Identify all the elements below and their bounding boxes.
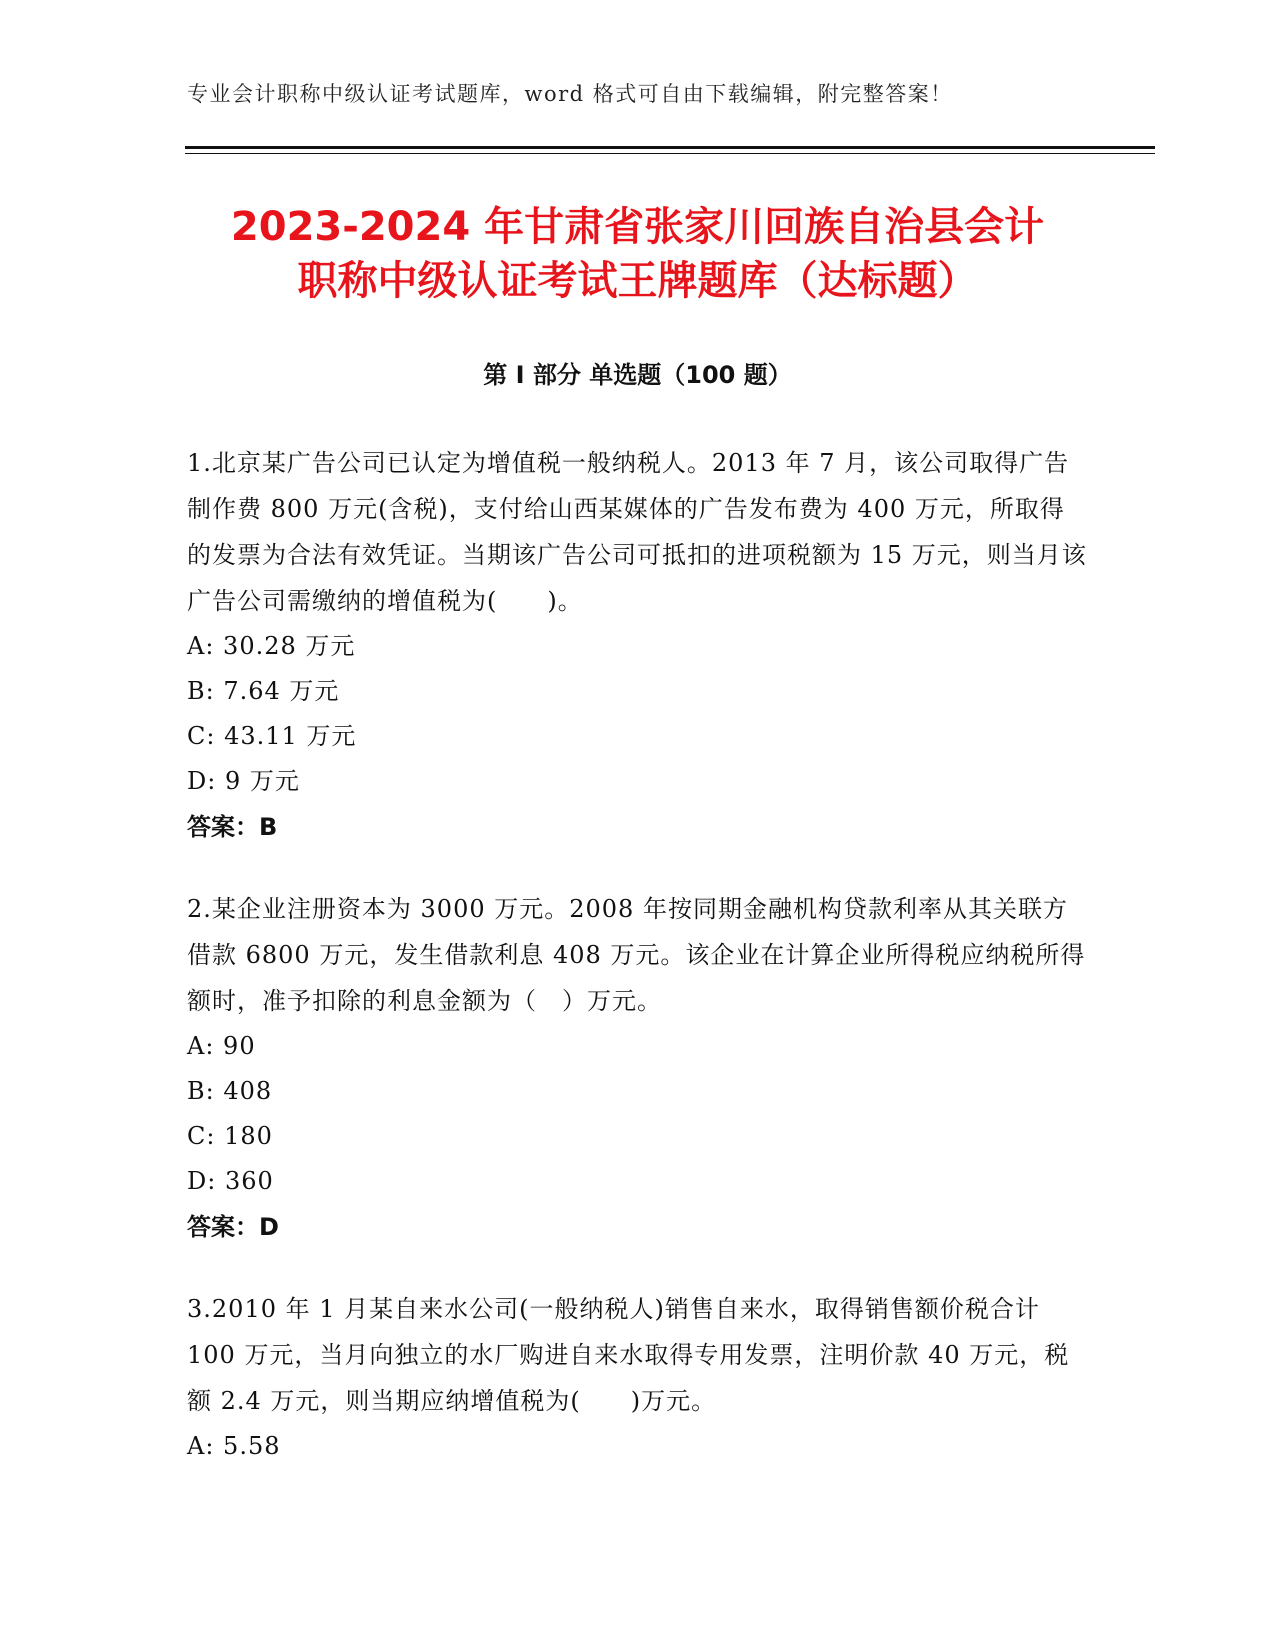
question-1-option-b: B: 7.64 万元 (187, 677, 340, 705)
question-2-answer: 答案：D (187, 1213, 279, 1241)
document-title-line-1: 2023-2024 年甘肃省张家川回族自治县会计 (230, 204, 1045, 250)
document-title (140, 200, 1135, 308)
question-2-option-c: C: 180 (187, 1122, 273, 1150)
header-rule-thin (185, 153, 1155, 154)
question-2-option-b: B: 408 (187, 1077, 273, 1105)
question-2-option-a: A: 90 (187, 1032, 256, 1060)
question-3-option-a: A: 5.58 (187, 1432, 281, 1460)
question-2-stem: 2.某企业注册资本为 3000 万元。2008 年按同期金融机构贷款利率从其关联方借款 6800 万元，发生借款利息 408 万元。该企业在计算企业所得税应纳税所得额时，准予扣除的利息金额为（ ）万元。 (187, 895, 1086, 1015)
question-1-option-c: C: 43.11 万元 (187, 722, 357, 750)
question-1-option-a: A: 30.28 万元 (187, 632, 356, 660)
header-rule-thick (185, 146, 1155, 149)
question-1 (187, 440, 1087, 850)
question-list (187, 440, 1087, 1505)
question-1-stem: 1.北京某广告公司已认定为增值税一般纳税人。2013 年 7 月，该公司取得广告制作费 800 万元(含税)，支付给山西某媒体的广告发布费为 400 万元，所取得的发票为合法有效凭证。当期该广告公司可抵扣的进项税额为 15 万元，则当月该广告公司需缴纳的增值税为( )。 (187, 449, 1087, 615)
question-1-option-d: D: 9 万元 (187, 767, 300, 795)
document-title-line-2: 职称中级认证考试王牌题库（达标题） (297, 258, 978, 304)
section-heading: 第 I 部分 单选题（100 题） (483, 361, 792, 389)
question-2 (187, 886, 1087, 1250)
question-2-option-d: D: 360 (187, 1167, 274, 1195)
question-3 (187, 1286, 1087, 1469)
question-1-answer: 答案：B (187, 813, 278, 841)
header-note: 专业会计职称中级认证考试题库，word 格式可自由下载编辑，附完整答案！ (187, 82, 953, 106)
question-3-stem: 3.2010 年 1 月某自来水公司(一般纳税人)销售自来水，取得销售额价税合计 100 万元，当月向独立的水厂购进自来水取得专用发票，注明价款 40 万元，税额 2.4 万元，则当期应纳增值税为( )万元。 (187, 1295, 1070, 1415)
